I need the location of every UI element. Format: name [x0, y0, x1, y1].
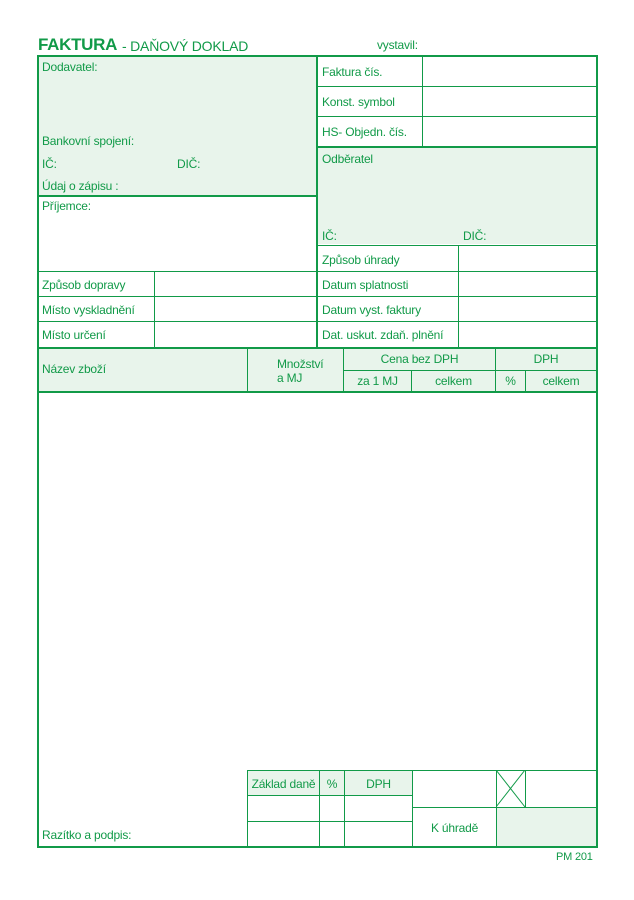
vat-percent-header: %: [505, 374, 516, 388]
due-date-label: Datum splatnosti: [322, 278, 409, 292]
recipient-label: Příjemce:: [42, 199, 91, 213]
item-name-header: Název zboží: [42, 362, 106, 376]
summary-percent-header: %: [326, 777, 338, 791]
main-divider: [316, 55, 318, 348]
vat-total-header: celkem: [542, 374, 580, 388]
destination-label: Místo určení: [42, 328, 106, 342]
payment-method-label: Způsob úhrady: [322, 253, 400, 267]
line: [317, 116, 596, 117]
warehouse-label: Místo vyskladnění: [42, 303, 135, 317]
customer-ic-label: IČ:: [322, 229, 337, 243]
frame-left: [37, 55, 39, 848]
order-number-label: HS- Objedn. čís.: [322, 125, 407, 139]
frame-right: [596, 55, 598, 848]
summary-vat-header: DPH: [366, 777, 391, 791]
quantity-header-line2: a MJ: [277, 371, 303, 385]
line: [317, 245, 596, 246]
per-unit-header: za 1 MJ: [357, 374, 398, 388]
payment-value-divider: [458, 245, 459, 347]
line: [247, 795, 412, 796]
frame-bottom: [37, 846, 597, 848]
supplier-shade: [38, 56, 316, 196]
vat-header: DPH: [533, 352, 559, 366]
invoice-value-divider: [422, 56, 423, 147]
stamp-signature-label: Razítko a podpis:: [42, 828, 132, 842]
supplier-dic-label: DIČ:: [177, 157, 201, 171]
line: [38, 271, 596, 272]
customer-dic-label: DIČ:: [463, 229, 487, 243]
line: [38, 296, 596, 297]
registry-label: Údaj o zápisu :: [42, 179, 119, 193]
items-header-bottom: [37, 391, 597, 393]
items-header-top: [37, 347, 597, 349]
issued-by-label: vystavil:: [377, 38, 418, 52]
taxable-date-label: Dat. uskut. zdaň. plnění: [322, 328, 444, 342]
cross-out-box: [496, 770, 526, 808]
to-pay-label: K úhradě: [430, 821, 479, 835]
title-faktura: FAKTURA: [38, 35, 118, 54]
bank-connection-label: Bankovní spojení:: [42, 134, 134, 148]
title-tax-document: - DAŇOVÝ DOKLAD: [122, 38, 249, 54]
total-header: celkem: [435, 374, 472, 388]
line: [247, 821, 412, 822]
quantity-header-line1: Množství: [277, 357, 324, 371]
line: [317, 86, 596, 87]
logistics-value-divider: [154, 271, 155, 347]
customer-label: Odběratel: [322, 152, 373, 166]
constant-symbol-label: Konst. symbol: [322, 95, 395, 109]
col-divider-name: [247, 348, 248, 391]
price-no-vat-header: Cena bez DPH: [380, 352, 459, 366]
line: [344, 370, 596, 371]
transport-label: Způsob dopravy: [42, 278, 126, 292]
invoice-number-label: Faktura čís.: [322, 65, 383, 79]
recipient-top-line: [37, 195, 317, 197]
supplier-ic-label: IČ:: [42, 157, 57, 171]
to-pay-value-shade: [496, 808, 596, 846]
customer-top-line: [317, 146, 597, 148]
supplier-label: Dodavatel:: [42, 60, 98, 74]
line: [38, 321, 596, 322]
form-code: PM 201: [556, 851, 593, 863]
summary-top: [247, 770, 596, 771]
tax-base-header: Základ daně: [251, 777, 316, 791]
issue-date-label: Datum vyst. faktury: [322, 303, 421, 317]
